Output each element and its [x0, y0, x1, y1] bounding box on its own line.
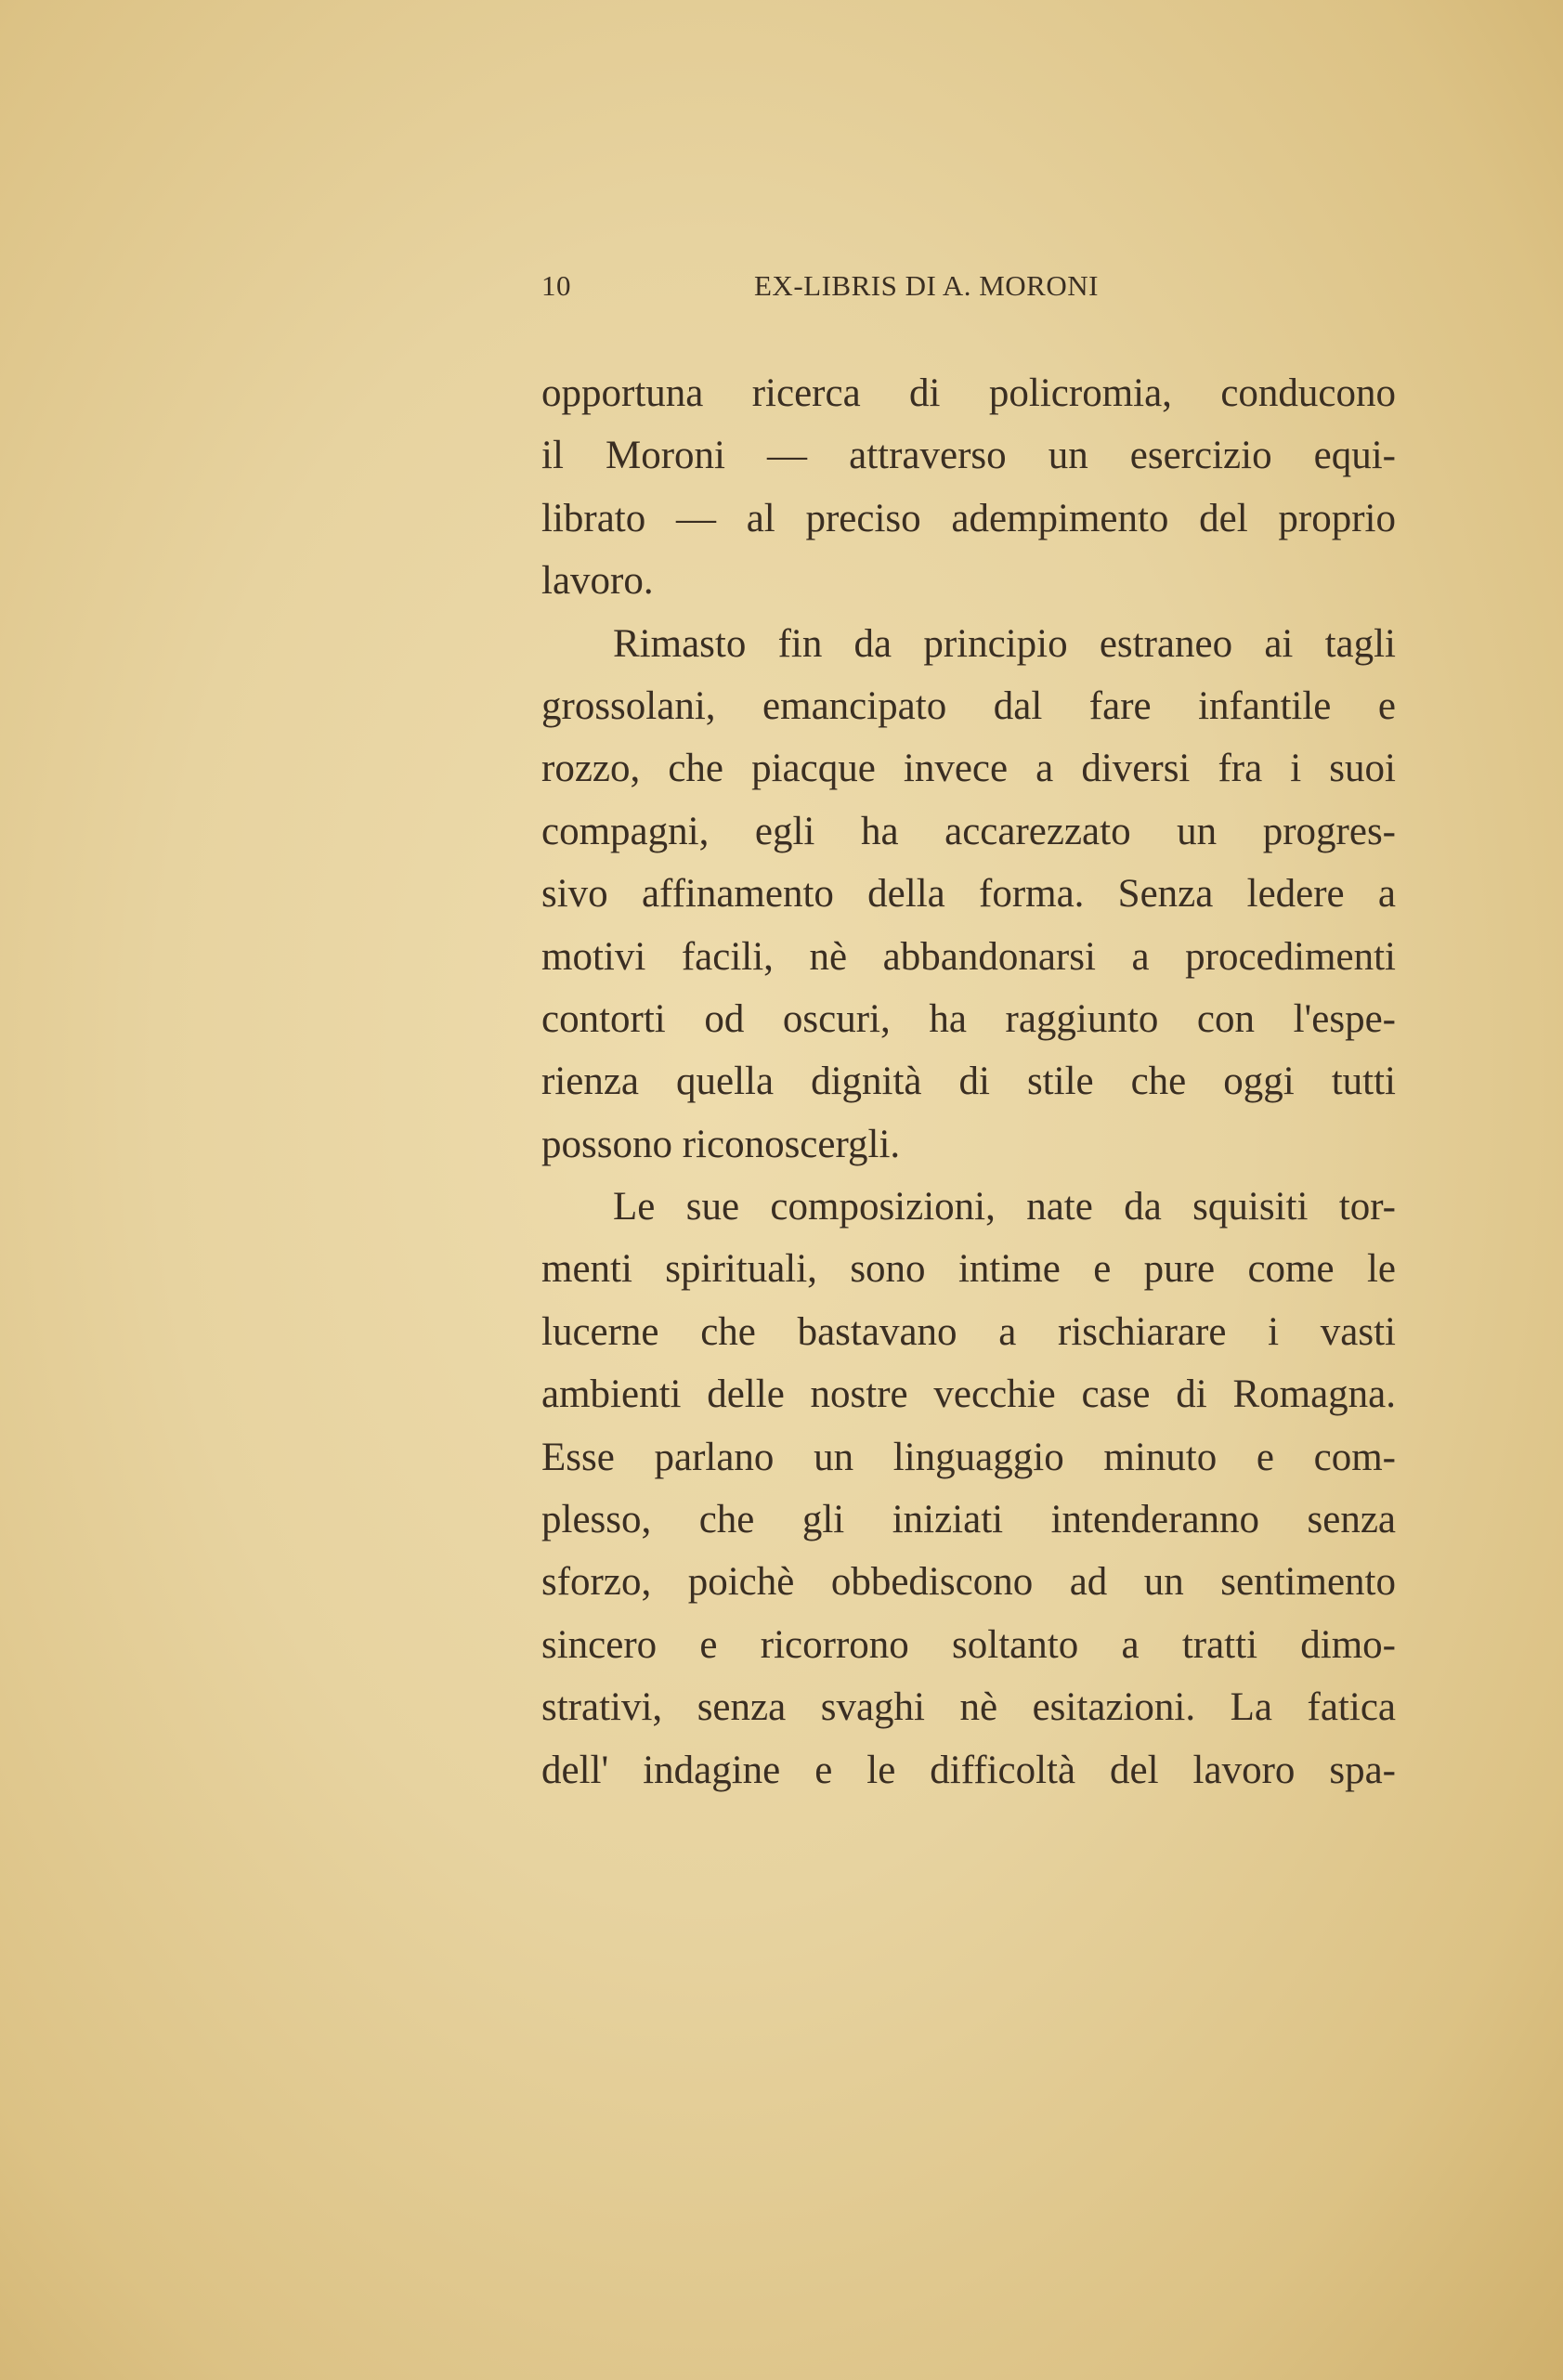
- text-line: possono riconoscergli.: [541, 1122, 901, 1166]
- text-line: lucerne che bastavano a rischiarare i vasti: [541, 1309, 1396, 1354]
- text-line: contorti od oscuri, ha raggiunto con l'espe-: [541, 996, 1396, 1041]
- text-line: grossolani, emancipato dal fare infantile e: [541, 683, 1396, 728]
- text-line: Esse parlano un linguaggio minuto e com-: [541, 1435, 1396, 1479]
- text-line: sforzo, poichè obbediscono ad un sentimento: [541, 1560, 1396, 1605]
- text-line: sincero e ricorrono soltanto a tratti dimo-: [541, 1622, 1396, 1667]
- text-line: lavoro.: [541, 559, 654, 604]
- text-line: il Moroni — attraverso un esercizio equi-: [541, 434, 1396, 478]
- text-line: dell' indagine e le difficoltà del lavoro spa-: [541, 1748, 1396, 1792]
- text-line: strativi, senza svaghi nè esitazioni. La fatica: [541, 1685, 1396, 1730]
- page-number: 10: [541, 269, 571, 302]
- text-line: Rimasto fin da principio estraneo ai tagli: [613, 621, 1396, 666]
- text-line: librato — al preciso adempimento del proprio: [541, 496, 1396, 540]
- text-line: Le sue composizioni, nate da squisiti tor-: [613, 1185, 1396, 1229]
- body-text: [541, 362, 1396, 1801]
- text-line: compagni, egli ha accarezzato un progres-: [541, 809, 1396, 853]
- running-title: EX-LIBRIS DI A. MORONI: [754, 269, 1099, 302]
- text-line: rozzo, che piacque invece a diversi fra i suoi: [541, 747, 1396, 791]
- text-line: menti spirituali, sono intime e pure come le: [541, 1247, 1396, 1292]
- text-line: ambienti delle nostre vecchie case di Romagna.: [541, 1372, 1396, 1417]
- text-line: motivi facili, nè abbandonarsi a procedimenti: [541, 934, 1396, 979]
- text-line: plesso, che gli iniziati intenderanno senza: [541, 1498, 1396, 1542]
- text-line: opportuna ricerca di policromia, conducono: [541, 371, 1396, 415]
- text-line: sivo affinamento della forma. Senza ledere a: [541, 872, 1396, 917]
- running-header: [541, 269, 1396, 306]
- text-line: rienza quella dignità di stile che oggi tutti: [541, 1060, 1396, 1104]
